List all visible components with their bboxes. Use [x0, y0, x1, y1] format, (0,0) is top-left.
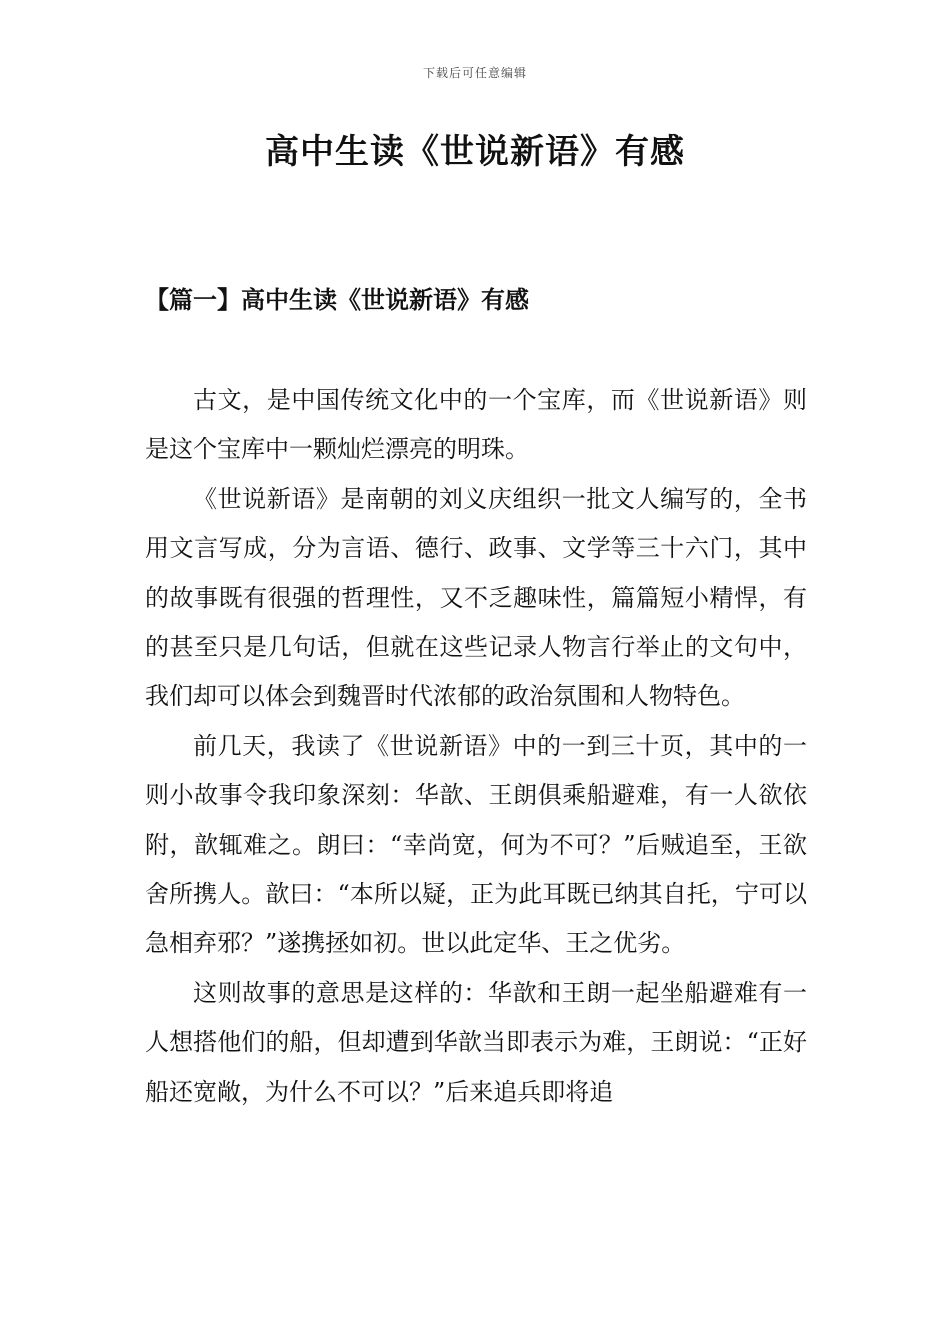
header-note: 下载后可任意编辑 [422, 66, 527, 80]
paragraph-3: 前几天，我读了《世说新语》中的一到三十页，其中的一则小故事令我印象深刻：华歆、王朗俱乘船避难，有一人欲依附，歆辄难之。朗曰：“幸尚宽，何为不可？”后贼追至，王欲舍所携人。歆曰：“本所以疑，正为此耳既已纳其自托，宁可以急相弃邪？”遂携拯如初。世以此定华、王之优劣。 [145, 731, 807, 958]
paragraph-2: 《世说新语》是南朝的刘义庆组织一批文人编写的，全书用文言写成，分为言语、德行、政事、文学等三十六门，其中的故事既有很强的哲理性，又不乏趣味性，篇篇短小精悍，有的甚至只是几句话，但就在这些记录人物言行举止的文句中，我们却可以体会到魏晋时代浓郁的政治氛围和人物特色。 [145, 484, 807, 711]
document-body [145, 376, 807, 1117]
paragraph-1: 古文，是中国传统文化中的一个宝库，而《世说新语》则是这个宝库中一颗灿烂漂亮的明珠。 [145, 386, 807, 464]
document-title: 高中生读《世说新语》有感 [265, 132, 685, 172]
paragraph-4: 这则故事的意思是这样的：华歆和王朗一起坐船避难有一人想搭他们的船，但却遭到华歆当即表示为难，王朗说：“正好船还宽敞，为什么不可以？”后来追兵即将追 [145, 978, 807, 1106]
section-heading: 【篇一】高中生读《世说新语》有感 [145, 285, 529, 314]
